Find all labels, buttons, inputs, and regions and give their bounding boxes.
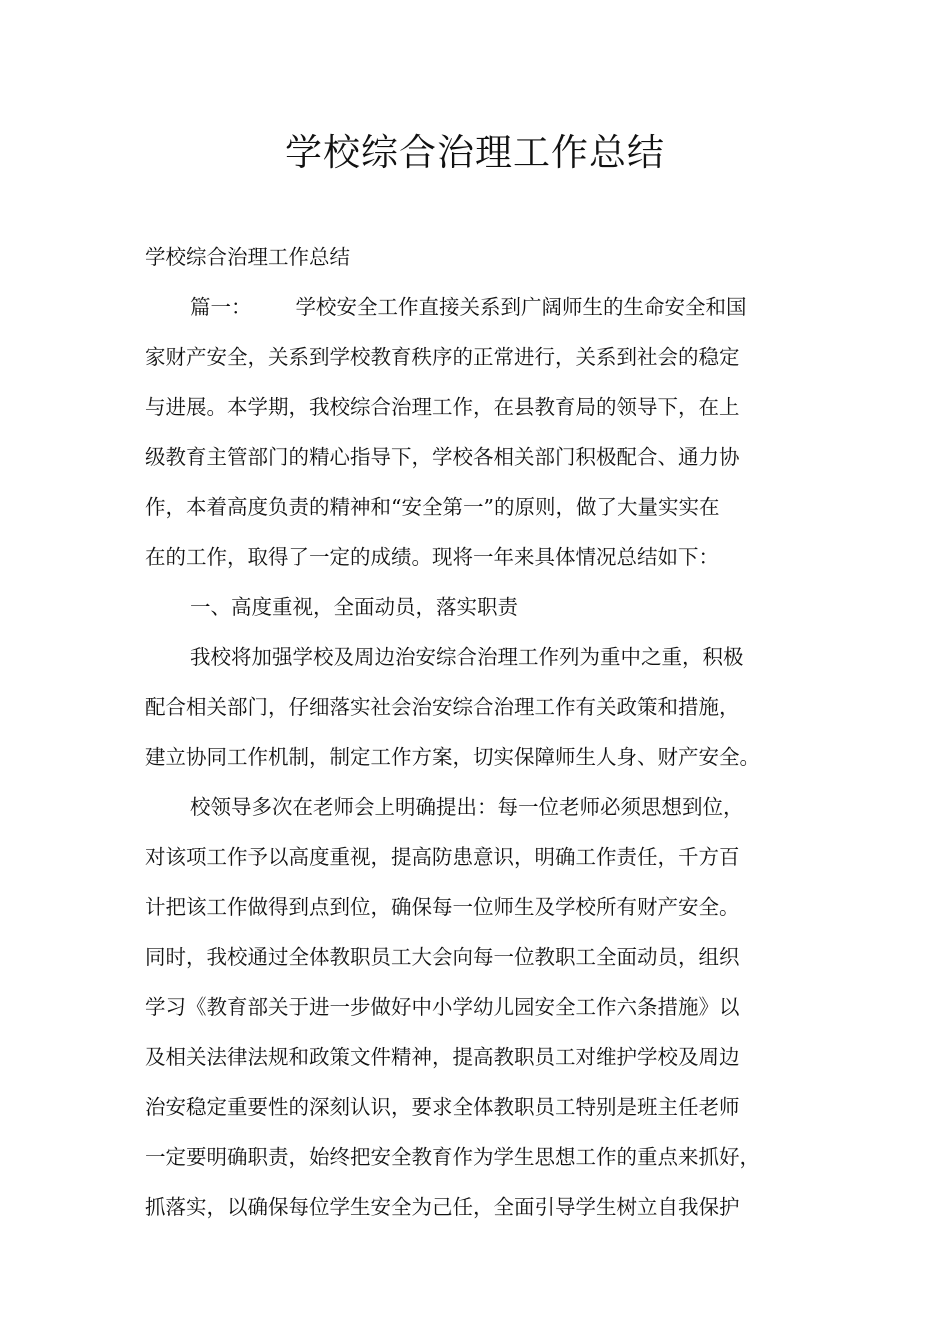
paragraph-line — [145, 282, 810, 332]
paragraph-line: 及相关法律法规和政策文件精神，提高教职员工对维护学校及周边 — [145, 1045, 740, 1069]
intro-text: 学校安全工作直接关系到广阔师生的生命安全和国 — [295, 295, 747, 319]
paragraph-line: 我校将加强学校及周边治安综合治理工作列为重中之重，积极 — [190, 645, 744, 669]
paragraph-line: 一定要明确职责，始终把安全教育作为学生思想工作的重点来抓好， — [145, 1145, 760, 1169]
paragraph-line: 抓落实，以确保每位学生安全为己任，全面引导学生树立自我保护 — [145, 1195, 740, 1219]
paragraph-line: 在的工作，取得了一定的成绩。现将一年来具体情况总结如下： — [145, 545, 719, 569]
paragraph-line: 计把该工作做得到点到位，确保每一位师生及学校所有财产安全。 — [145, 895, 740, 919]
paragraph-line: 学习《教育部关于进一步做好中小学幼儿园安全工作六条措施》以 — [145, 995, 740, 1019]
paragraph-line: 对该项工作予以高度重视，提高防患意识，明确工作责任，千方百 — [145, 845, 740, 869]
paragraph-line: 与进展。本学期，我校综合治理工作，在县教育局的领导下，在上 — [145, 395, 740, 419]
paragraph-line: 建立协同工作机制，制定工作方案，切实保障师生人身、财产安全。 — [145, 745, 760, 769]
paragraph-line: 级教育主管部门的精心指导下，学校各相关部门积极配合、通力协 — [145, 445, 740, 469]
paragraph-line: 治安稳定重要性的深刻认识，要求全体教职员工特别是班主任老师 — [145, 1095, 740, 1119]
paragraph-line: 配合相关部门，仔细落实社会治安综合治理工作有关政策和措施， — [145, 695, 740, 719]
intro-label: 篇一： — [190, 295, 252, 319]
paragraph-line: 校领导多次在老师会上明确提出：每一位老师必须思想到位， — [190, 795, 744, 819]
paragraph-line: 同时，我校通过全体教职员工大会向每一位教职工全面动员，组织 — [145, 945, 740, 969]
document-subtitle: 学校综合治理工作总结 — [145, 245, 350, 269]
document-body — [145, 232, 810, 1232]
document-title: 学校综合治理工作总结 — [285, 131, 665, 174]
paragraph-line: 作，本着高度负责的精神和“安全第一”的原则，做了大量实实在 — [145, 495, 720, 519]
section-heading: 一、高度重视，全面动员，落实职责 — [190, 595, 518, 619]
paragraph-line: 家财产安全，关系到学校教育秩序的正常进行，关系到社会的稳定 — [145, 345, 740, 369]
